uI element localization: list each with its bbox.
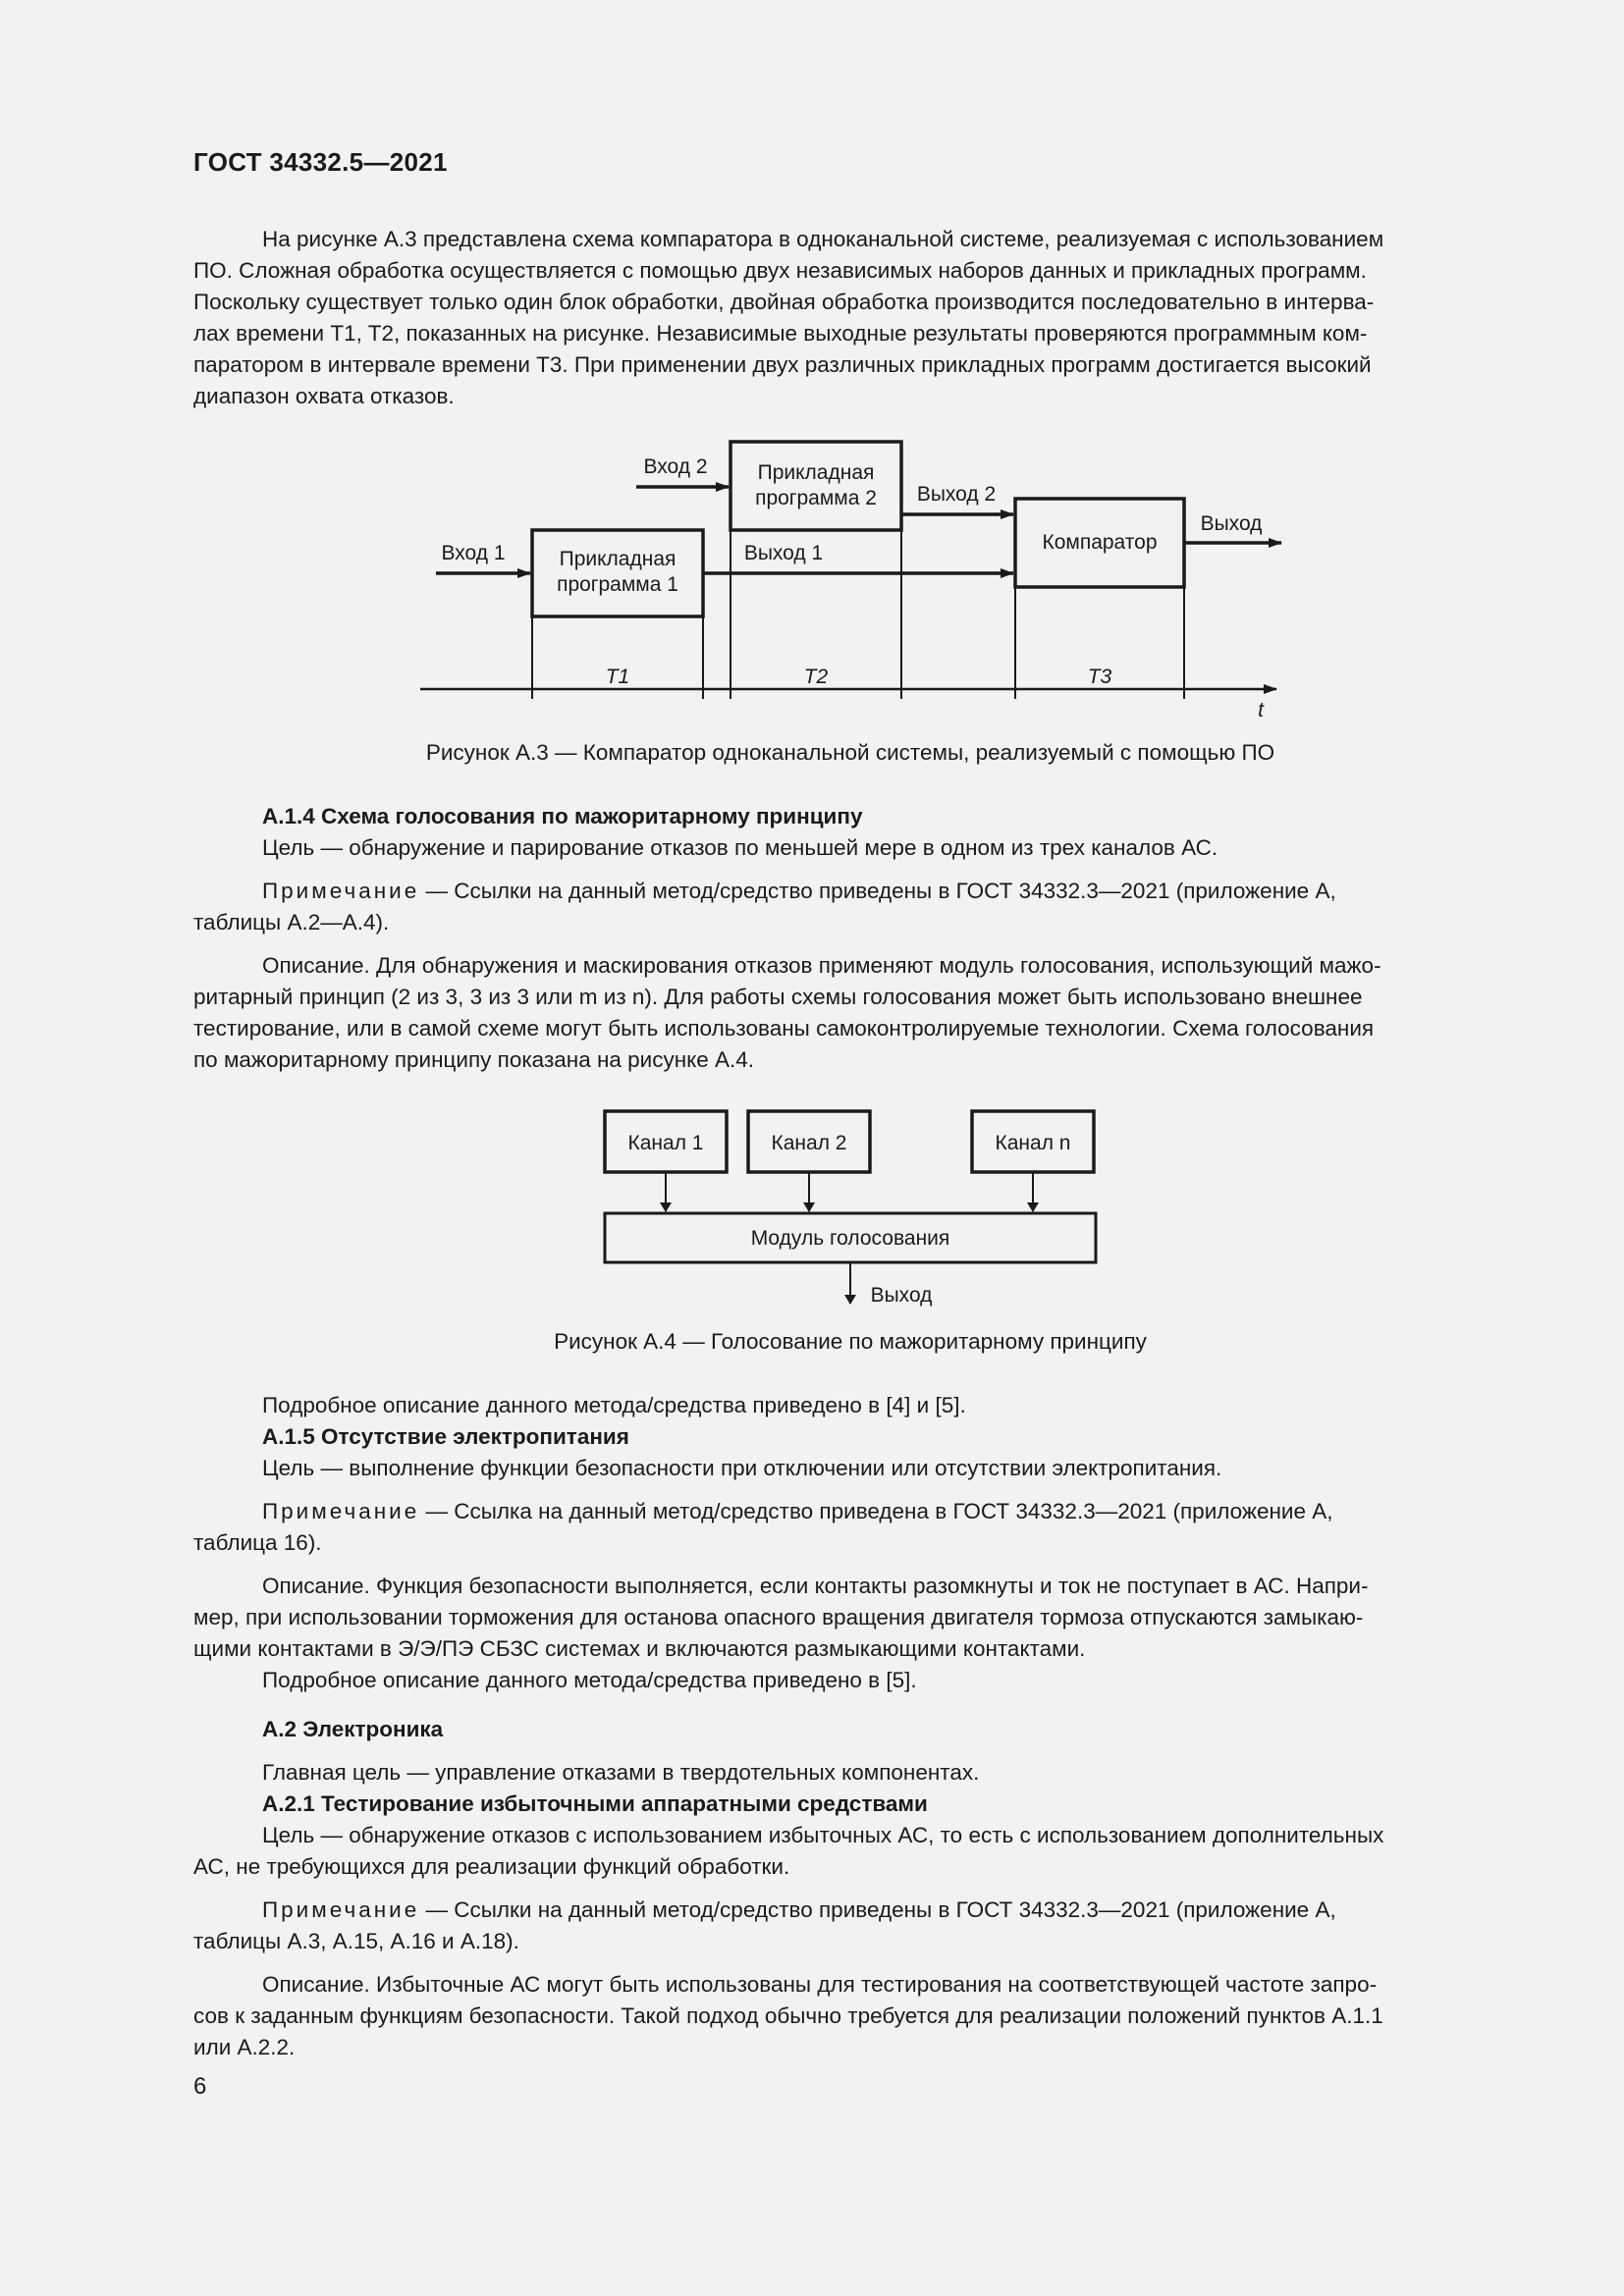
- note-label: Примечание: [262, 1499, 420, 1523]
- text-line: Описание. Избыточные АС могут быть использованы для тестирования на соответствующей частоте запро-: [262, 1972, 1378, 1997]
- section-heading: А.1.5 Отсутствие электропитания: [262, 1424, 629, 1449]
- text-line: сов к заданным функциям безопасности. Такой подход обычно требуется для реализации положений пунктов А.1.1: [193, 2003, 1383, 2028]
- section-a15: [193, 1390, 1507, 1696]
- voter-output-label: Выход: [870, 1284, 933, 1307]
- input2-label: Вход 2: [643, 455, 708, 478]
- text-line: или А.2.2.: [193, 2035, 296, 2059]
- note-text: — Ссылка на данный метод/средство приведена в ГОСТ 34332.3—2021 (приложение А,: [419, 1499, 1333, 1523]
- text-line: лах времени T1, T2, показанных на рисунке. Независимые выходные результаты проверяются программным ком-: [193, 321, 1368, 346]
- note-line: таблицы А.3, А.15, А.16 и А.18).: [193, 1929, 519, 1953]
- reference-text: Подробное описание данного метода/средства приведено в [4] и [5].: [262, 1393, 966, 1417]
- text-line: паратором в интервале времени T3. При применении двух различных прикладных программ достигается высокий: [193, 352, 1372, 377]
- channel-1-label: Канал 1: [627, 1132, 704, 1154]
- document-code: ГОСТ 34332.5—2021: [193, 147, 448, 177]
- channel-2-label: Канал 2: [771, 1132, 847, 1154]
- section-a14: [193, 801, 1507, 1076]
- section-heading: А.2.1 Тестирование избыточными аппаратными средствами: [262, 1791, 928, 1816]
- app2-label-line1: Прикладная: [757, 461, 875, 484]
- app2-label-line2: программа 2: [755, 487, 877, 509]
- text-line: тестирование, или в самой схеме могут быть использованы самоконтролируемые технологии. Схема голосования: [193, 1016, 1375, 1041]
- voter-label: Модуль голосования: [750, 1227, 950, 1250]
- text-line: Описание. Функция безопасности выполняется, если контакты разомкнуты и ток не поступает в АС. Напри-: [262, 1574, 1369, 1598]
- text-line: по мажоритарному принципу показана на рисунке А.4.: [193, 1047, 755, 1072]
- output2-label: Выход 2: [916, 483, 997, 506]
- goal-text: АС, не требующихся для реализации функций обработки.: [193, 1854, 790, 1879]
- note-line: [193, 876, 1507, 907]
- goal-text: Главная цель — управление отказами в твердотельных компонентах.: [262, 1760, 980, 1785]
- app1-label-line2: программа 1: [557, 573, 678, 596]
- note-line: таблицы А.2—А.4).: [193, 910, 390, 934]
- t1-label: T1: [605, 666, 630, 688]
- app1-label-line1: Прикладная: [559, 548, 677, 570]
- t2-label: T2: [803, 666, 829, 688]
- goal-text: Цель — обнаружение отказов с использованием избыточных АС, то есть с использованием дополнительных: [262, 1823, 1384, 1847]
- goal-text: Цель — обнаружение и парирование отказов по меньшей мере в одном из трех каналов АС.: [262, 835, 1218, 860]
- section-a2: [193, 1714, 1507, 2063]
- t-axis-label: t: [1258, 699, 1264, 721]
- output-label: Выход: [1200, 512, 1263, 535]
- note-text: — Ссылки на данный метод/средство приведены в ГОСТ 34332.3—2021 (приложение А,: [419, 879, 1336, 903]
- note-label: Примечание: [262, 1897, 420, 1922]
- output1-label: Выход 1: [743, 542, 824, 564]
- section-heading: А.2 Электроника: [262, 1717, 444, 1741]
- reference-text: Подробное описание данного метода/средства приведено в [5].: [262, 1668, 917, 1692]
- channel-n-label: Канал n: [995, 1132, 1071, 1154]
- goal-text: Цель — выполнение функции безопасности при отключении или отсутствии электропитания.: [262, 1456, 1222, 1480]
- text-line: ритарный принцип (2 из 3, 3 из 3 или m из n). Для работы схемы голосования может быть использовано внешнее: [193, 985, 1363, 1009]
- note-label: Примечание: [262, 879, 420, 903]
- figure-a4-diagram: [0, 1099, 1624, 1315]
- note-text: — Ссылки на данный метод/средство приведены в ГОСТ 34332.3—2021 (приложение А,: [419, 1897, 1336, 1922]
- text-line: диапазон охвата отказов.: [193, 384, 455, 408]
- section-heading: А.1.4 Схема голосования по мажоритарному принципу: [262, 804, 863, 828]
- text-line: ПО. Сложная обработка осуществляется с помощью двух независимых наборов данных и прикладных программ.: [193, 258, 1367, 283]
- figure-a3-caption: Рисунок А.3 — Компаратор одноканальной системы, реализуемый с помощью ПО: [425, 740, 1275, 765]
- text-line: На рисунке А.3 представлена схема компаратора в одноканальной системе, реализуемая с использованием: [262, 227, 1384, 251]
- input1-label: Вход 1: [441, 542, 506, 564]
- note-line: таблица 16).: [193, 1530, 322, 1555]
- page-number: 6: [193, 2073, 207, 2100]
- note-line: [193, 1496, 1507, 1527]
- comparator-label: Компаратор: [1042, 531, 1158, 554]
- app-program-2-box: [731, 442, 901, 530]
- figure-a4-caption: Рисунок А.4 — Голосование по мажоритарному принципу: [554, 1329, 1147, 1354]
- text-line: щими контактами в Э/Э/ПЭ СБЗС системах и включаются размыкающими контактами.: [193, 1636, 1086, 1661]
- text-line: Описание. Для обнаружения и маскирования отказов применяют модуль голосования, использующий мажо-: [262, 953, 1381, 978]
- text-line: мер, при использовании торможения для останова опасного вращения двигателя тормоза отпускаются замыкаю-: [193, 1605, 1364, 1629]
- text-line: Поскольку существует только один блок обработки, двойная обработка производится последовательно в интерва-: [193, 290, 1375, 314]
- note-line: [193, 1895, 1507, 1926]
- figure-a3-diagram: [0, 0, 1624, 746]
- t3-label: T3: [1087, 666, 1112, 688]
